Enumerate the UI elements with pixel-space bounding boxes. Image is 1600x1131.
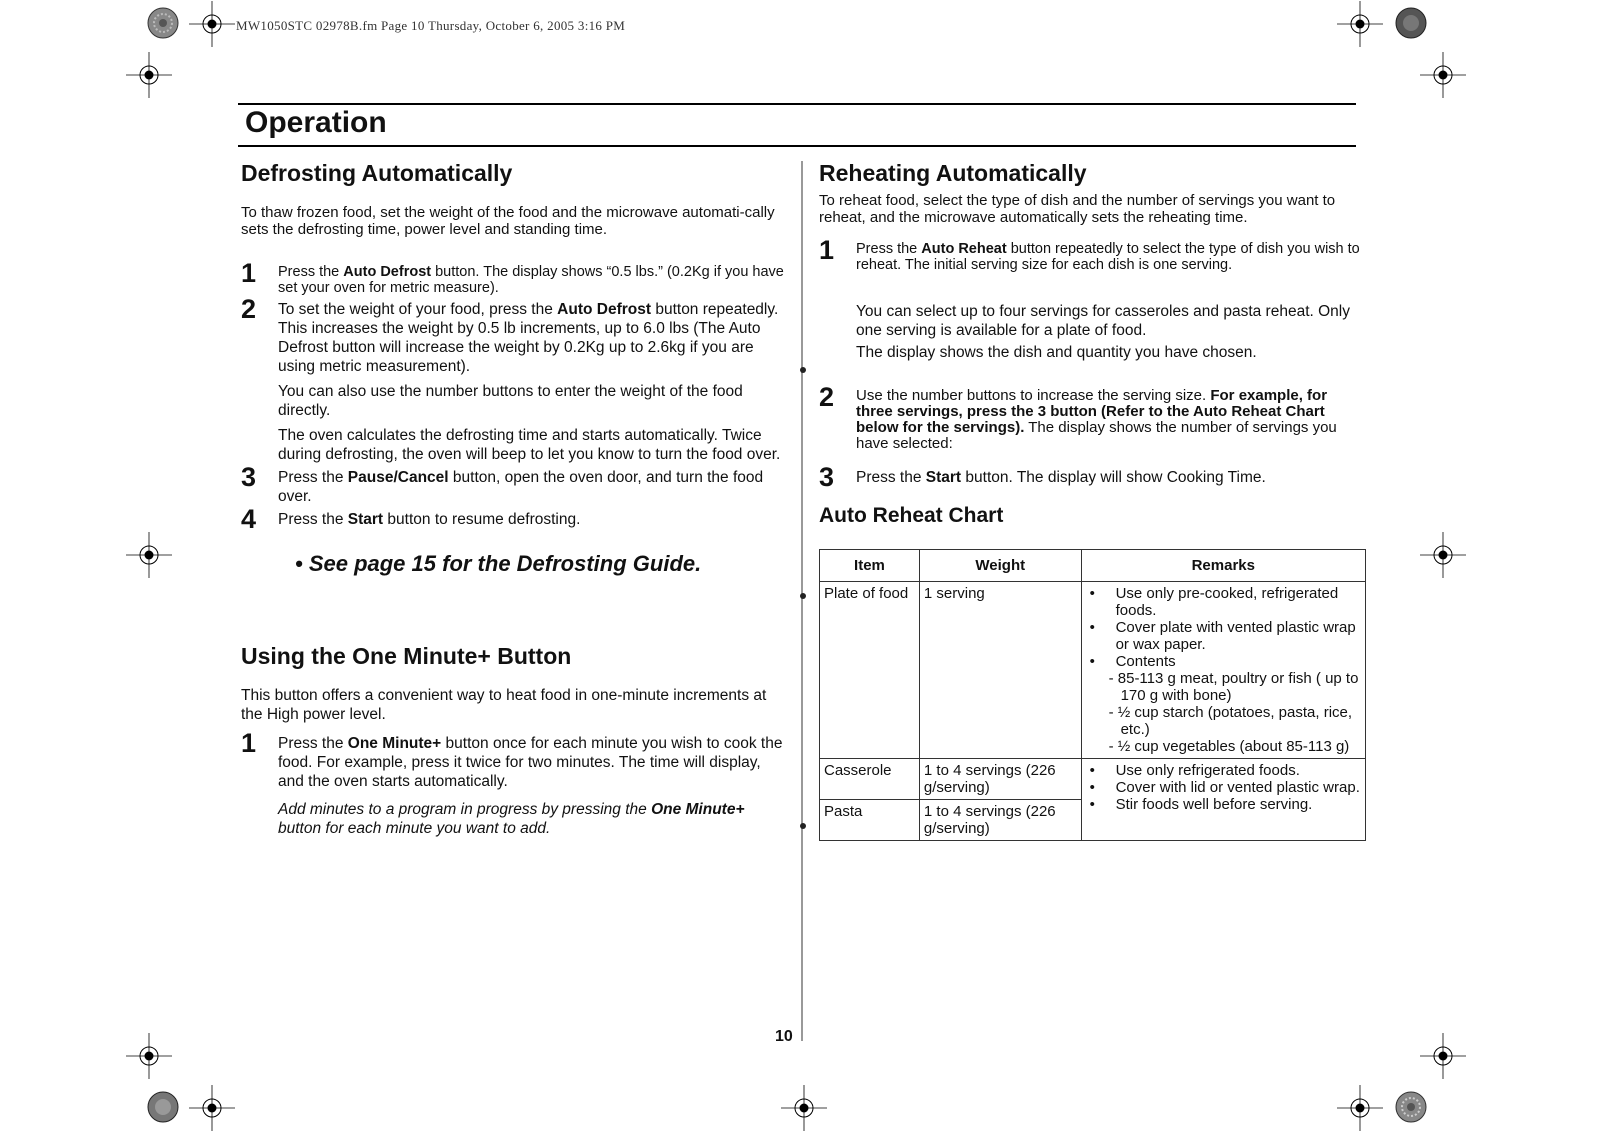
start-label: Start [925, 469, 962, 486]
step-text: Use the number buttons to increase the serving size. [856, 387, 1211, 404]
header-weight: Weight [919, 550, 1081, 582]
auto-reheat-label: Auto Reheat [921, 241, 1007, 257]
table-row [820, 582, 1366, 759]
reheat-step-3 [819, 462, 1363, 492]
one-minute-intro: This button offers a convenient way to heat food in one-minute increments at the High power level. [241, 687, 767, 723]
color-dial-bottom-left [147, 1091, 179, 1123]
registration-mark-left-upper [126, 52, 172, 98]
divider-dot [800, 593, 806, 599]
top-rule [238, 103, 1356, 105]
step-text: Press the [856, 469, 926, 486]
remark-subitem: - ½ cup starch (potatoes, pasta, rice, etc.) [1108, 704, 1353, 738]
remark-item: • Use only pre-cooked, refrigerated foods. [1086, 585, 1361, 619]
defrost-guide-note: • See page 15 for the Defrosting Guide. [295, 551, 702, 576]
cell-weight: 1 to 4 servings (226 g/serving) [919, 800, 1081, 841]
step-text: To set the weight of your food, press the [278, 301, 558, 318]
defrost-step-2 [241, 294, 787, 376]
note-text: button for each minute you want to add. [278, 820, 551, 837]
reheat-note-display: The display shows the dish and quantity you have chosen. [856, 344, 1257, 361]
remark-subitem: - ½ cup vegetables (about 85-113 g) [1108, 738, 1350, 755]
step-number: 1 [241, 258, 257, 288]
registration-mark-bottom-right [1337, 1085, 1383, 1131]
registration-mark-bottom-center [781, 1085, 827, 1131]
reheat-step-2 [819, 382, 1363, 452]
one-minute-note [241, 800, 787, 838]
table-header-row [820, 550, 1366, 582]
remark-item: • Stir foods well before serving. [1086, 796, 1361, 813]
registration-mark-top-right [1337, 1, 1383, 47]
registration-mark-right-lower [1420, 1033, 1466, 1079]
auto-defrost-label: Auto Defrost [557, 301, 652, 318]
remark-item: • Contents [1086, 653, 1361, 670]
auto-defrost-label: Auto Defrost [343, 264, 432, 280]
remark-item: • Cover plate with vented plastic wrap or wax paper. [1086, 619, 1361, 653]
one-minute-label: One Minute+ [651, 801, 745, 818]
remark-item: • Cover with lid or vented plastic wrap. [1086, 779, 1361, 796]
registration-mark-right-upper [1420, 52, 1466, 98]
remark-subitem: - 85-113 g meat, poultry or fish ( up to 170 g with bone) [1108, 670, 1359, 704]
color-dial-top-left [147, 7, 179, 39]
step-number: 1 [819, 235, 835, 265]
defrost-section [241, 160, 787, 577]
remark-item: • Use only refrigerated foods. [1086, 762, 1361, 779]
one-minute-title: Using the One Minute+ Button [241, 643, 572, 669]
step-number: 3 [819, 462, 835, 492]
step-text: Press the [278, 264, 344, 280]
step-text: button once for each minute you wish to cook the food. For example, press it twice for two minutes. The time will display, and the oven starts automatically. [278, 735, 783, 790]
cell-weight: 1 serving [919, 582, 1081, 759]
start-label: Start [347, 511, 384, 528]
registration-mark-left-middle [126, 532, 172, 578]
color-dial-bottom-right [1395, 1091, 1427, 1123]
one-minute-label: One Minute+ [347, 735, 442, 752]
note-text: Add minutes to a program in progress by pressing the [278, 801, 652, 818]
step-number: 2 [819, 382, 835, 412]
defrost-note-number-buttons: You can also use the number buttons to enter the weight of the food directly. [278, 383, 743, 419]
step-text: Press the [278, 511, 348, 528]
step-text: The display shows the number of servings you have selected: [856, 419, 1337, 452]
defrost-step-3 [241, 462, 787, 506]
cell-weight: 1 to 4 servings (226 g/serving) [919, 759, 1081, 800]
title-rule [238, 145, 1356, 147]
reheat-section [819, 160, 1363, 528]
registration-mark-right-middle [1420, 532, 1466, 578]
step-text: Press the [278, 469, 348, 486]
registration-mark-left-lower [126, 1033, 172, 1079]
defrost-step-4 [241, 504, 787, 534]
table-row [820, 759, 1366, 800]
one-minute-section [241, 643, 787, 838]
step-number: 1 [241, 728, 257, 758]
cell-item: Casserole [820, 759, 920, 800]
defrost-title: Defrosting Automatically [241, 160, 513, 186]
chart-title: Auto Reheat Chart [819, 504, 1004, 527]
registration-mark-bottom-left [189, 1085, 235, 1131]
cell-remarks-shared [1081, 759, 1365, 841]
step-text: button to resume defrosting. [383, 511, 581, 528]
divider-dot [800, 823, 806, 829]
step-text: button repeatedly to select the type of dish you wish to reheat. The initial serving size for each dish is one serving. [856, 241, 1360, 273]
defrost-intro: To thaw frozen food, set the weight of the food and the microwave automati-cally sets the defrosting time, power level and standing time. [241, 204, 775, 238]
step-text: button repeatedly. This increases the weight by 0.5 lb increments, up to 6.0 lbs (The Auto Defrost button will increase the weight by 0.2Kg up to 2.6kg if you are using metric measurement). [278, 301, 779, 375]
page-number: 10 [775, 1028, 793, 1045]
reheat-title: Reheating Automatically [819, 160, 1087, 186]
column-divider [801, 161, 803, 1041]
print-header: MW1050STC 02978B.fm Page 10 Thursday, October 6, 2005 3:16 PM [236, 18, 626, 33]
defrost-note-beep: The oven calculates the defrosting time and starts automatically. Twice during defrosting, the oven will beep to let you know to turn the food over. [278, 427, 781, 463]
step-text: Press the [278, 735, 348, 752]
reheat-note-servings: You can select up to four servings for casseroles and pasta reheat. Only one serving is available for a plate of food. [856, 303, 1350, 339]
section-title: Operation [245, 106, 387, 139]
one-minute-step-1 [241, 728, 787, 791]
reheat-step-1 [819, 235, 1363, 273]
step-number: 3 [241, 462, 257, 492]
step-text: button. The display will show Cooking Time. [961, 469, 1266, 486]
color-dial-top-right [1395, 7, 1427, 39]
header-remarks: Remarks [1081, 550, 1365, 582]
registration-mark-top-left [189, 1, 235, 47]
auto-reheat-table [819, 549, 1366, 841]
step-number: 4 [241, 504, 257, 534]
header-item: Item [820, 550, 920, 582]
reheat-intro: To reheat food, select the type of dish and the number of servings you want to reheat, and the microwave automatically sets the reheating time. [819, 192, 1336, 226]
pause-cancel-label: Pause/Cancel [347, 469, 449, 486]
step-text: button. The display shows “0.5 lbs.” (0.2Kg if you have set your oven for metric measure). [278, 264, 784, 296]
step-text: Press the [856, 241, 922, 257]
cell-item: Pasta [820, 800, 920, 841]
cell-item: Plate of food [820, 582, 920, 759]
cell-remarks [1081, 582, 1365, 759]
defrost-step-1 [241, 258, 787, 296]
divider-dot [800, 367, 806, 373]
step-number: 2 [241, 294, 257, 324]
example-text: For example, for three servings, press the 3 button (Refer to the Auto Reheat Chart below for the servings). [856, 387, 1328, 436]
step-text: button, open the oven door, and turn the food over. [278, 469, 764, 505]
